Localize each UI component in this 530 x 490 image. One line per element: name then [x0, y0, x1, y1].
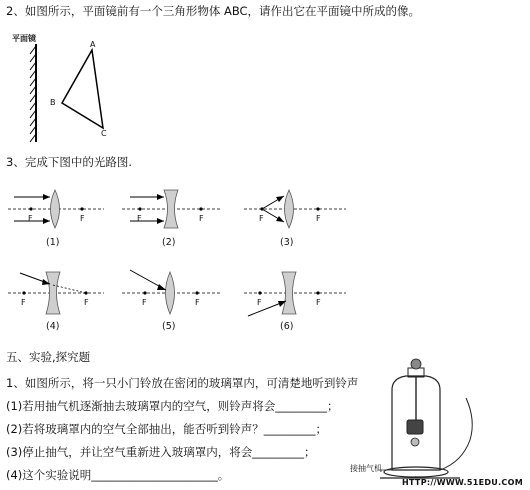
caption-2: (2) — [162, 237, 176, 248]
vertex-b-label: B — [50, 98, 56, 107]
vertex-c-label: C — [101, 129, 107, 138]
pump-label: 接抽气机 — [350, 464, 382, 473]
experiment-question-4: (4)这个实验说明______________________。 — [6, 468, 230, 482]
caption-5: (5) — [162, 321, 176, 332]
caption-3: (3) — [280, 237, 294, 248]
focus-label: F — [21, 298, 26, 307]
focus-label: F — [137, 214, 142, 223]
focus-label: F — [257, 298, 262, 307]
section-5-heading: 五、实验,探究题 — [6, 350, 91, 364]
question-2-text: 2、如图所示，平面镜前有一个三角形物体 ABC，请作出它在平面镜中所成的像。 — [6, 4, 421, 18]
vertex-a-label: A — [90, 40, 96, 49]
caption-6: (6) — [280, 321, 294, 332]
focus-label: F — [316, 298, 321, 307]
lens-diagram-1 — [8, 190, 104, 228]
watermark: HTTP://WWW.51EDU.COM — [402, 478, 523, 487]
caption-4: (4) — [46, 321, 60, 332]
caption-1: (1) — [46, 237, 60, 248]
experiment-question-1: (1)若用抽气机逐渐抽去玻璃罩内的空气，则铃声将会_________； — [6, 399, 339, 413]
focus-label: F — [142, 298, 147, 307]
mirror-label: 平面镜 — [12, 34, 36, 43]
bell-jar-apparatus — [378, 359, 472, 478]
focus-label: F — [199, 214, 204, 223]
experiment-question-2: (2)若将玻璃罩内的空气全部抽出，能否听到铃声？_________； — [6, 422, 328, 436]
focus-label: F — [28, 214, 33, 223]
lens-diagram-5 — [122, 270, 222, 314]
triangle-abc — [62, 50, 103, 128]
focus-label: F — [316, 214, 321, 223]
focus-label: F — [259, 214, 264, 223]
question-3-text: 3、完成下图中的光路图. — [6, 155, 132, 169]
focus-label: F — [195, 298, 200, 307]
experiment-intro: 1、如图所示，将一只小门铃放在密闭的玻璃罩内，可清楚地听到铃声 — [6, 376, 359, 390]
focus-label: F — [80, 214, 85, 223]
plane-mirror — [30, 44, 36, 142]
experiment-question-3: (3)停止抽气，并让空气重新进入玻璃罩内，将会_________； — [6, 445, 316, 459]
focus-label: F — [84, 298, 89, 307]
